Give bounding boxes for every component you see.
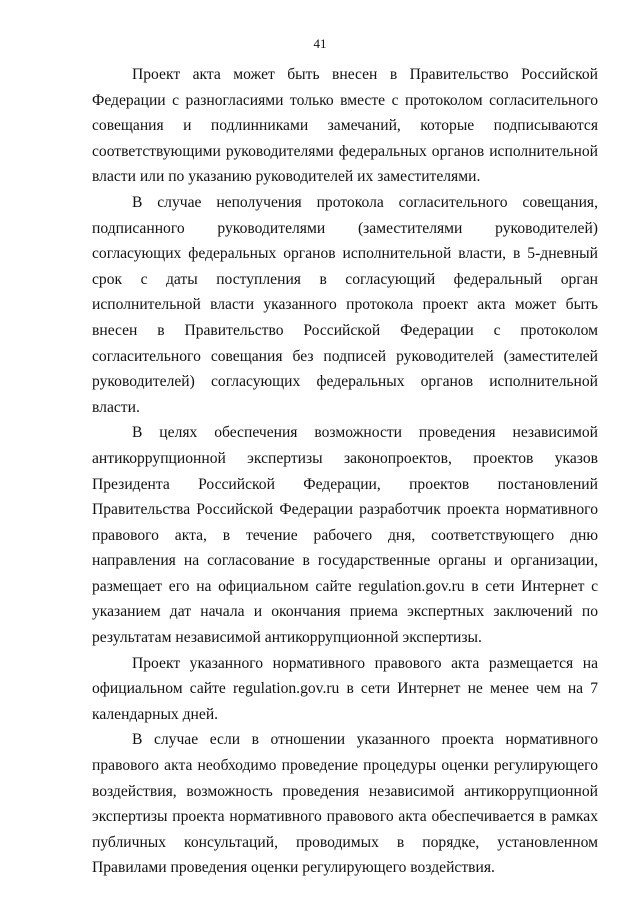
paragraph-5: В случае если в отношении указанного проекта нормативного правового акта необходимо проведение процедуры оценки регулирующего воздействия, возможность проведения независимой антикоррупционной экспертизы проекта нормативного правового акта обеспечивается в рамках публичных консультаций, проводимых в порядке, установленном Правилами проведения оценки регулирующего воздействия.: [92, 731, 598, 877]
document-body: [92, 62, 598, 881]
paragraph-3: В целях обеспечения возможности проведения независимой антикоррупционной экспертизы законопроектов, проектов указов Президента Российской Федерации, проектов постановлений Правительства Российской Федерации разработчик проекта нормативного правового акта, в течение рабочего дня, соответствующего дню направления на согласование в государственные органы и организации, размещает его на официальном сайте regulation.gov.ru в сети Интернет с указанием дат начала и окончания приема экспертных заключений по результатам независимой антикоррупционной экспертизы.: [92, 424, 598, 647]
paragraph-2: В случае неполучения протокола согласительного совещания, подписанного руководителями (заместителями руководителей) согласующих федеральных органов исполнительной власти, в 5-дневный срок с даты поступления в согласующий федеральный орган исполнительной власти указанного протокола проект акта может быть внесен в Правительство Российской Федерации с протоколом согласительного совещания без подписей руководителей (заместителей руководителей) согласующих федеральных органов исполнительной власти.: [92, 193, 598, 416]
page-number: 41: [313, 36, 327, 51]
paragraph-4: Проект указанного нормативного правового акта размещается на официальном сайте regulation.gov.ru в сети Интернет не менее чем на 7 календарных дней.: [92, 654, 598, 723]
paragraph-1: Проект акта может быть внесен в Правительство Российской Федерации с разногласиями только вместе с протоколом согласительного совещания и подлинниками замечаний, которые подписываются соответствующими руководителями федеральных органов исполнительной власти или по указанию руководителей их заместителями.: [92, 66, 598, 186]
